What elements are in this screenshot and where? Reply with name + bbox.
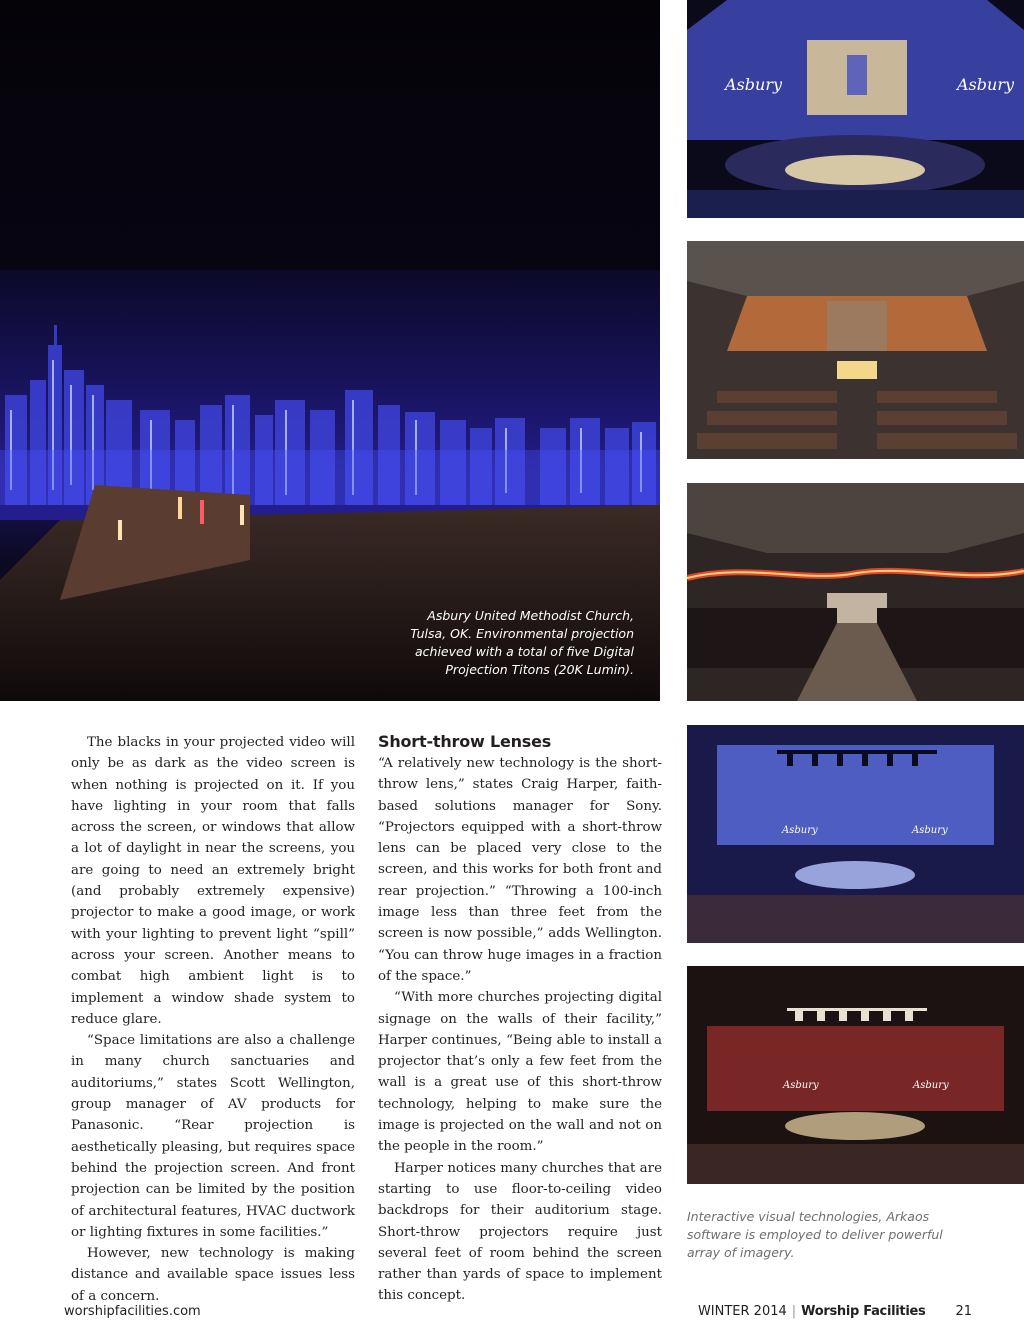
sanctuary-photo-3 [687,483,1024,701]
paragraph: “Space limitations are also a challenge in many church sanctuaries and auditoriums,” states Scott Wellington, group manager of AV products for Panasonic. “Rear projection is aesthetically pleasing, but requires space behind the projection screen. And front projection can be limited by the position of architectural features, HVAC ductwork or lighting fixtures in some facilities.” [71,1033,355,1240]
magazine-name: Worship Facilities [801,1304,926,1319]
projection-logo-text-left: Asbury [783,1080,819,1091]
page-number: 21 [955,1304,972,1319]
projection-logo-text-left: Asbury [725,75,782,94]
city-skyline-projection-image [0,0,660,701]
projection-logo-text-right: Asbury [957,75,1014,94]
paragraph: However, new technology is making distance and available space issues less of a concern. [71,1246,355,1304]
hero-photo [0,0,660,701]
paragraph: The blacks in your projected video will only be as dark as the video screen is when nothing is projected on it. If you have lighting in your room that falls across the screen, or windows that allow a lot of daylight in near the screens, you are going to need an extremely bright (and probably extremely expensive) projector to make a good image, or work with your lighting to prevent light “spill” across your screen. Another means to combat high ambient light is to implement a window shade system to reduce glare. [71,735,355,1027]
issue-label: WINTER 2014 [697,1304,787,1319]
sanctuary-photo-1 [687,0,1024,218]
paragraph: Harper notices many churches that are starting to use floor-to-ceiling video backdrops for their auditorium stage. Short-throw projectors require just several feet of room behind the screen rather than yards of space to implement this concept. [378,1160,662,1304]
sanctuary-photo-2 [687,241,1024,459]
footer-website: worshipfacilities.com [64,1304,201,1319]
sanctuary-photo-4 [687,725,1024,943]
section-heading: Short-throw Lenses [378,732,552,751]
article-column-right [378,732,662,1307]
projection-logo-text-right: Asbury [913,1080,949,1091]
paragraph: “A relatively new technology is the short-throw lens,” states Craig Harper, faith-based solutions manager for Sony. “Projectors equipped with a short-throw lens can be placed very close to the screen, and this works for both front and rear projection.” “Throwing a 100-inch image less than three feet from the screen is now possible,” adds Wellington. “You can throw huge images in a fraction of the space.” [378,756,662,984]
projection-logo-text-right: Asbury [912,825,948,836]
hero-photo-caption: Asbury United Methodist Church, Tulsa, OK. Environmental projection achieved with a total of five Digital Projection Titons (20K Lumin). [410,608,634,677]
sanctuary-photo-5 [687,966,1024,1184]
paragraph: “With more churches projecting digital signage on the walls of their facility,” Harper continues, “Being able to install a projector that’s only a few feet from the wall is a great use of this short-throw technology, helping to make sure the image is projected on the wall and not on the people in the room.” [378,990,662,1155]
side-photos-caption: Interactive visual technologies, Arkaos software is employed to deliver powerful array of imagery. [687,1209,943,1260]
projection-logo-text-left: Asbury [782,825,818,836]
footer-issue-info [698,1304,972,1319]
article-column-left [71,732,355,1307]
footer-separator: | [791,1304,797,1319]
